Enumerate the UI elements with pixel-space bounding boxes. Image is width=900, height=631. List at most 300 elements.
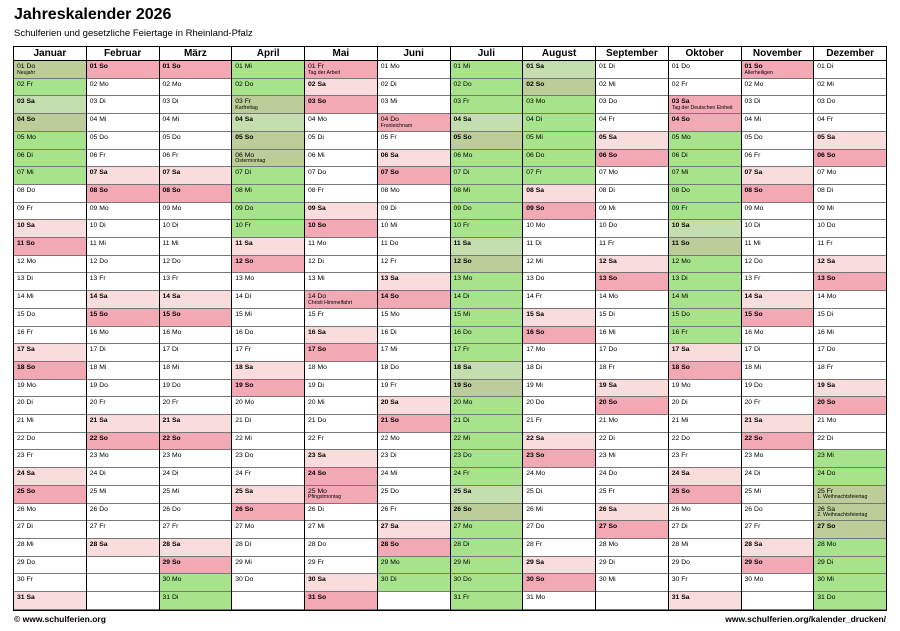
day-cell xyxy=(742,397,814,415)
day-label: 07 Sa xyxy=(89,169,108,177)
day-label: 18 Mi xyxy=(162,363,180,371)
day-cell xyxy=(742,309,814,327)
day-label: 14 Do xyxy=(308,293,327,301)
day-label: 14 Di xyxy=(235,293,252,301)
day-cell xyxy=(596,433,668,451)
day-cell xyxy=(814,114,886,132)
day-cell xyxy=(14,327,86,345)
day-label: 07 Mi xyxy=(671,169,689,177)
day-label: 13 Di xyxy=(671,275,688,283)
day-label: 26 Sa xyxy=(817,505,836,513)
day-label: 07 Mi xyxy=(17,169,34,177)
day-cell xyxy=(14,450,86,468)
day-cell xyxy=(87,203,159,221)
day-label: 20 So xyxy=(817,399,836,407)
day-cell xyxy=(305,397,377,415)
day-label: 05 Di xyxy=(308,133,324,141)
day-label: 05 Do xyxy=(162,133,181,141)
day-label: 28 Sa xyxy=(162,540,181,548)
day-label: 04 Sa xyxy=(453,116,472,124)
day-cell xyxy=(87,450,159,468)
month-column xyxy=(160,47,233,610)
day-cell xyxy=(742,291,814,309)
day-cell xyxy=(14,557,86,575)
day-cell xyxy=(742,256,814,274)
day-cell xyxy=(596,397,668,415)
day-label: 21 Mi xyxy=(671,417,689,425)
day-cell xyxy=(160,79,232,97)
day-cell xyxy=(232,79,304,97)
day-cell xyxy=(232,327,304,345)
day-cell xyxy=(14,344,86,362)
day-label: 18 Sa xyxy=(453,363,472,371)
day-cell xyxy=(742,238,814,256)
day-label: 20 Di xyxy=(671,399,688,407)
day-cell xyxy=(305,362,377,380)
day-cell xyxy=(596,114,668,132)
day-label: 08 So xyxy=(89,186,108,194)
day-cell xyxy=(596,61,668,79)
day-label: 08 Do xyxy=(17,186,36,194)
day-label: 16 Mi xyxy=(599,328,616,336)
day-label: 13 Fr xyxy=(744,275,761,283)
day-cell xyxy=(305,415,377,433)
day-label: 15 Do xyxy=(17,310,36,318)
day-label: 19 Do xyxy=(89,381,108,389)
day-label: 02 Di xyxy=(380,80,397,88)
day-label: 25 Mi xyxy=(744,487,762,495)
day-label: 07 Sa xyxy=(744,169,763,177)
day-label: 12 So xyxy=(235,257,254,265)
holiday-label: Tag der Arbeit xyxy=(308,69,341,76)
day-cell xyxy=(378,539,450,557)
day-label: 11 So xyxy=(17,240,35,248)
day-cell xyxy=(232,380,304,398)
day-label: 25 So xyxy=(17,487,36,495)
day-cell xyxy=(742,450,814,468)
day-label: 11 Di xyxy=(526,240,542,248)
day-cell xyxy=(669,256,741,274)
day-cell xyxy=(232,61,304,79)
day-label: 05 Do xyxy=(89,133,108,141)
day-cell xyxy=(814,203,886,221)
day-cell xyxy=(160,486,232,504)
day-label: 11 Fr xyxy=(817,240,833,248)
day-cell xyxy=(378,114,450,132)
day-cell xyxy=(160,203,232,221)
day-label: 06 Di xyxy=(671,151,688,159)
day-label: 01 So xyxy=(744,63,763,70)
day-label: 08 Do xyxy=(671,186,690,194)
day-cell xyxy=(378,362,450,380)
footer-copyright: © www.schulferien.org xyxy=(14,614,106,624)
day-cell xyxy=(305,256,377,274)
day-label: 27 So xyxy=(817,523,836,531)
day-cell xyxy=(596,362,668,380)
day-cell xyxy=(378,327,450,345)
day-cell xyxy=(451,380,523,398)
day-cell xyxy=(160,433,232,451)
day-label: 17 Do xyxy=(817,346,836,354)
day-cell xyxy=(742,380,814,398)
day-label: 04 Mi xyxy=(744,116,762,124)
day-label: 03 Sa xyxy=(17,98,35,106)
empty-cell xyxy=(87,557,159,575)
day-cell xyxy=(14,185,86,203)
day-label: 13 So xyxy=(599,275,618,283)
day-cell xyxy=(378,150,450,168)
day-label: 11 Mi xyxy=(89,240,106,248)
day-cell xyxy=(14,61,86,79)
day-label: 26 Mo xyxy=(17,505,36,513)
day-cell xyxy=(669,220,741,238)
day-label: 01 Do xyxy=(17,63,36,70)
day-cell xyxy=(305,96,377,114)
day-cell xyxy=(742,150,814,168)
day-label: 22 Mo xyxy=(380,434,400,442)
day-cell xyxy=(305,203,377,221)
day-label: 15 So xyxy=(89,310,108,318)
day-cell xyxy=(596,79,668,97)
day-cell xyxy=(523,309,595,327)
day-label: 16 Mo xyxy=(162,328,182,336)
month-header: Mai xyxy=(305,47,377,61)
day-cell xyxy=(305,150,377,168)
day-cell xyxy=(378,79,450,97)
day-cell xyxy=(14,273,86,291)
day-label: 06 Di xyxy=(17,151,33,159)
day-cell xyxy=(742,61,814,79)
day-label: 16 Mi xyxy=(817,328,834,336)
day-cell xyxy=(451,415,523,433)
day-label: 28 Mo xyxy=(817,540,837,548)
day-label: 13 Sa xyxy=(380,275,399,283)
day-label: 06 Mo xyxy=(453,151,473,159)
day-label: 12 So xyxy=(453,257,472,265)
day-cell xyxy=(232,220,304,238)
day-cell xyxy=(814,397,886,415)
day-label: 15 Do xyxy=(671,310,690,318)
day-cell xyxy=(669,557,741,575)
day-label: 06 So xyxy=(817,151,836,159)
day-cell xyxy=(742,203,814,221)
holiday-label: Pfingstmontag xyxy=(308,494,342,501)
day-cell xyxy=(669,468,741,486)
day-label: 09 Mo xyxy=(744,204,764,212)
day-label: 15 So xyxy=(162,310,181,318)
day-cell xyxy=(87,468,159,486)
day-cell xyxy=(87,415,159,433)
day-cell xyxy=(814,309,886,327)
day-cell xyxy=(232,344,304,362)
day-label: 04 So xyxy=(671,116,690,124)
day-label: 10 Di xyxy=(89,222,106,230)
day-cell xyxy=(523,327,595,345)
day-cell xyxy=(378,96,450,114)
day-cell xyxy=(451,220,523,238)
day-label: 28 Sa xyxy=(89,540,108,548)
day-label: 05 Mo xyxy=(671,133,691,141)
day-label: 27 Di xyxy=(17,523,33,531)
day-cell xyxy=(814,468,886,486)
day-cell xyxy=(451,327,523,345)
day-label: 25 Sa xyxy=(235,487,254,495)
day-label: 23 Mi xyxy=(599,452,616,460)
day-cell xyxy=(305,79,377,97)
day-cell xyxy=(523,574,595,592)
day-cell xyxy=(814,79,886,97)
day-cell xyxy=(378,380,450,398)
day-cell xyxy=(305,61,377,79)
day-label: 29 Di xyxy=(599,558,615,566)
day-cell xyxy=(232,433,304,451)
day-cell xyxy=(160,167,232,185)
day-cell xyxy=(87,291,159,309)
day-cell xyxy=(305,185,377,203)
day-label: 21 Di xyxy=(453,417,470,425)
day-label: 23 Do xyxy=(453,452,472,460)
day-cell xyxy=(232,132,304,150)
day-cell xyxy=(378,309,450,327)
day-cell xyxy=(596,380,668,398)
day-cell xyxy=(232,185,304,203)
day-cell xyxy=(232,504,304,522)
day-cell xyxy=(596,521,668,539)
day-cell xyxy=(232,203,304,221)
day-cell xyxy=(232,557,304,575)
day-label: 25 Mi xyxy=(89,487,107,495)
day-label: 16 Do xyxy=(235,328,254,336)
day-cell xyxy=(523,167,595,185)
month-header: August xyxy=(523,47,595,61)
day-label: 18 Mi xyxy=(89,363,107,371)
day-label: 27 Mi xyxy=(308,523,325,531)
day-cell xyxy=(14,574,86,592)
day-cell xyxy=(87,433,159,451)
day-label: 21 Sa xyxy=(89,417,108,425)
day-cell xyxy=(742,167,814,185)
day-cell xyxy=(451,557,523,575)
day-label: 29 Do xyxy=(671,558,690,566)
day-cell xyxy=(451,433,523,451)
day-label: 25 Fr xyxy=(599,487,615,495)
day-label: 02 Mi xyxy=(817,80,834,88)
day-label: 13 Mo xyxy=(453,275,473,283)
day-label: 01 Sa xyxy=(526,63,545,70)
day-cell xyxy=(596,450,668,468)
day-label: 12 Mo xyxy=(671,257,691,265)
day-cell xyxy=(596,238,668,256)
day-label: 26 Do xyxy=(744,505,763,513)
day-label: 06 Do xyxy=(526,151,545,159)
day-cell xyxy=(232,521,304,539)
day-cell xyxy=(669,61,741,79)
day-cell xyxy=(596,327,668,345)
day-cell xyxy=(87,167,159,185)
day-label: 12 Fr xyxy=(380,257,397,265)
day-label: 05 Do xyxy=(744,133,763,141)
day-label: 27 Do xyxy=(526,523,545,531)
day-cell xyxy=(14,362,86,380)
day-label: 19 Mo xyxy=(671,381,691,389)
day-cell xyxy=(669,380,741,398)
day-cell xyxy=(451,362,523,380)
day-cell xyxy=(378,344,450,362)
day-cell xyxy=(814,61,886,79)
day-label: 02 So xyxy=(526,80,545,88)
day-cell xyxy=(596,486,668,504)
day-label: 22 So xyxy=(744,434,763,442)
day-label: 26 Do xyxy=(162,505,181,513)
day-cell xyxy=(305,238,377,256)
day-cell xyxy=(305,309,377,327)
day-cell xyxy=(742,362,814,380)
day-cell xyxy=(523,362,595,380)
month-column xyxy=(742,47,815,610)
day-label: 18 Fr xyxy=(817,363,834,371)
day-label: 04 So xyxy=(17,116,36,124)
day-label: 14 Sa xyxy=(162,293,181,301)
day-label: 17 Di xyxy=(89,346,106,354)
holiday-label: 2. Weihnachtsfeiertag xyxy=(817,512,868,519)
day-label: 10 Di xyxy=(162,222,179,230)
day-cell xyxy=(378,167,450,185)
day-label: 01 Fr xyxy=(308,63,324,70)
day-label: 29 Fr xyxy=(308,558,324,566)
day-cell xyxy=(742,273,814,291)
day-label: 11 Do xyxy=(380,240,399,248)
day-label: 23 Mo xyxy=(744,452,764,460)
day-label: 31 Sa xyxy=(671,594,690,602)
day-cell xyxy=(669,592,741,610)
day-label: 13 Mi xyxy=(308,275,325,283)
day-label: 10 Do xyxy=(817,222,836,230)
day-cell xyxy=(669,327,741,345)
day-label: 02 Fr xyxy=(671,80,688,88)
day-cell xyxy=(87,185,159,203)
day-cell xyxy=(814,185,886,203)
day-label: 26 Di xyxy=(308,505,324,513)
day-cell xyxy=(160,327,232,345)
day-label: 21 So xyxy=(380,417,399,425)
month-header: Juli xyxy=(451,47,523,61)
day-label: 14 So xyxy=(380,293,399,301)
day-label: 19 Sa xyxy=(817,381,836,389)
day-label: 10 Mo xyxy=(526,222,546,230)
day-cell xyxy=(451,132,523,150)
day-label: 10 Fr xyxy=(235,222,252,230)
day-label: 09 Mo xyxy=(162,204,182,212)
day-cell xyxy=(596,220,668,238)
day-cell xyxy=(596,167,668,185)
day-label: 03 Mo xyxy=(526,98,546,106)
day-label: 11 Mo xyxy=(308,240,327,248)
day-cell xyxy=(451,468,523,486)
day-label: 07 Mo xyxy=(599,169,618,177)
month-header: Februar xyxy=(87,47,159,61)
day-label: 02 Do xyxy=(453,80,472,88)
day-cell xyxy=(669,309,741,327)
day-cell xyxy=(378,256,450,274)
day-label: 28 Sa xyxy=(744,540,763,548)
day-label: 02 Fr xyxy=(17,80,33,88)
day-cell xyxy=(14,132,86,150)
day-cell xyxy=(160,185,232,203)
day-cell xyxy=(523,504,595,522)
day-cell xyxy=(451,592,523,610)
day-label: 20 Di xyxy=(17,399,33,407)
day-cell xyxy=(669,114,741,132)
day-cell xyxy=(14,397,86,415)
day-label: 21 Sa xyxy=(744,417,763,425)
day-label: 09 Di xyxy=(380,204,397,212)
day-label: 28 Mi xyxy=(17,540,34,548)
day-label: 06 So xyxy=(599,151,618,159)
day-cell xyxy=(160,557,232,575)
day-label: 07 Di xyxy=(235,169,252,177)
day-label: 11 Mi xyxy=(744,240,761,248)
day-label: 14 Sa xyxy=(89,293,108,301)
day-cell xyxy=(305,504,377,522)
day-cell xyxy=(87,504,159,522)
day-cell xyxy=(669,397,741,415)
month-header: März xyxy=(160,47,232,61)
day-cell xyxy=(814,521,886,539)
empty-cell xyxy=(87,592,159,610)
day-label: 20 Mi xyxy=(308,399,325,407)
day-cell xyxy=(523,132,595,150)
day-label: 21 Sa xyxy=(162,417,181,425)
day-label: 04 Fr xyxy=(599,116,615,124)
day-label: 27 Sa xyxy=(380,523,399,531)
day-cell xyxy=(14,309,86,327)
day-label: 30 Do xyxy=(235,576,254,584)
day-label: 08 Mi xyxy=(235,186,252,194)
day-cell xyxy=(232,539,304,557)
day-cell xyxy=(160,238,232,256)
day-label: 23 Mo xyxy=(89,452,109,460)
day-label: 20 Mo xyxy=(453,399,473,407)
day-label: 28 Fr xyxy=(526,540,543,548)
day-label: 16 Mo xyxy=(744,328,764,336)
day-label: 12 Sa xyxy=(599,257,617,265)
day-cell xyxy=(160,592,232,610)
day-cell xyxy=(523,238,595,256)
day-cell xyxy=(160,61,232,79)
day-cell xyxy=(160,132,232,150)
day-cell xyxy=(523,203,595,221)
day-label: 30 Mi xyxy=(599,576,616,584)
day-cell xyxy=(14,504,86,522)
day-label: 24 Di xyxy=(744,470,761,478)
day-label: 22 Sa xyxy=(526,434,545,442)
day-cell xyxy=(305,220,377,238)
day-label: 24 Mi xyxy=(380,470,398,478)
day-label: 19 Do xyxy=(162,381,181,389)
day-label: 23 Do xyxy=(235,452,254,460)
day-label: 09 Fr xyxy=(671,204,688,212)
day-cell xyxy=(814,574,886,592)
day-cell xyxy=(523,61,595,79)
day-cell xyxy=(305,433,377,451)
day-cell xyxy=(160,256,232,274)
day-label: 22 So xyxy=(89,434,108,442)
day-label: 14 Fr xyxy=(526,293,543,301)
day-cell xyxy=(596,504,668,522)
day-cell xyxy=(232,256,304,274)
day-cell xyxy=(742,79,814,97)
day-label: 07 Fr xyxy=(526,169,543,177)
